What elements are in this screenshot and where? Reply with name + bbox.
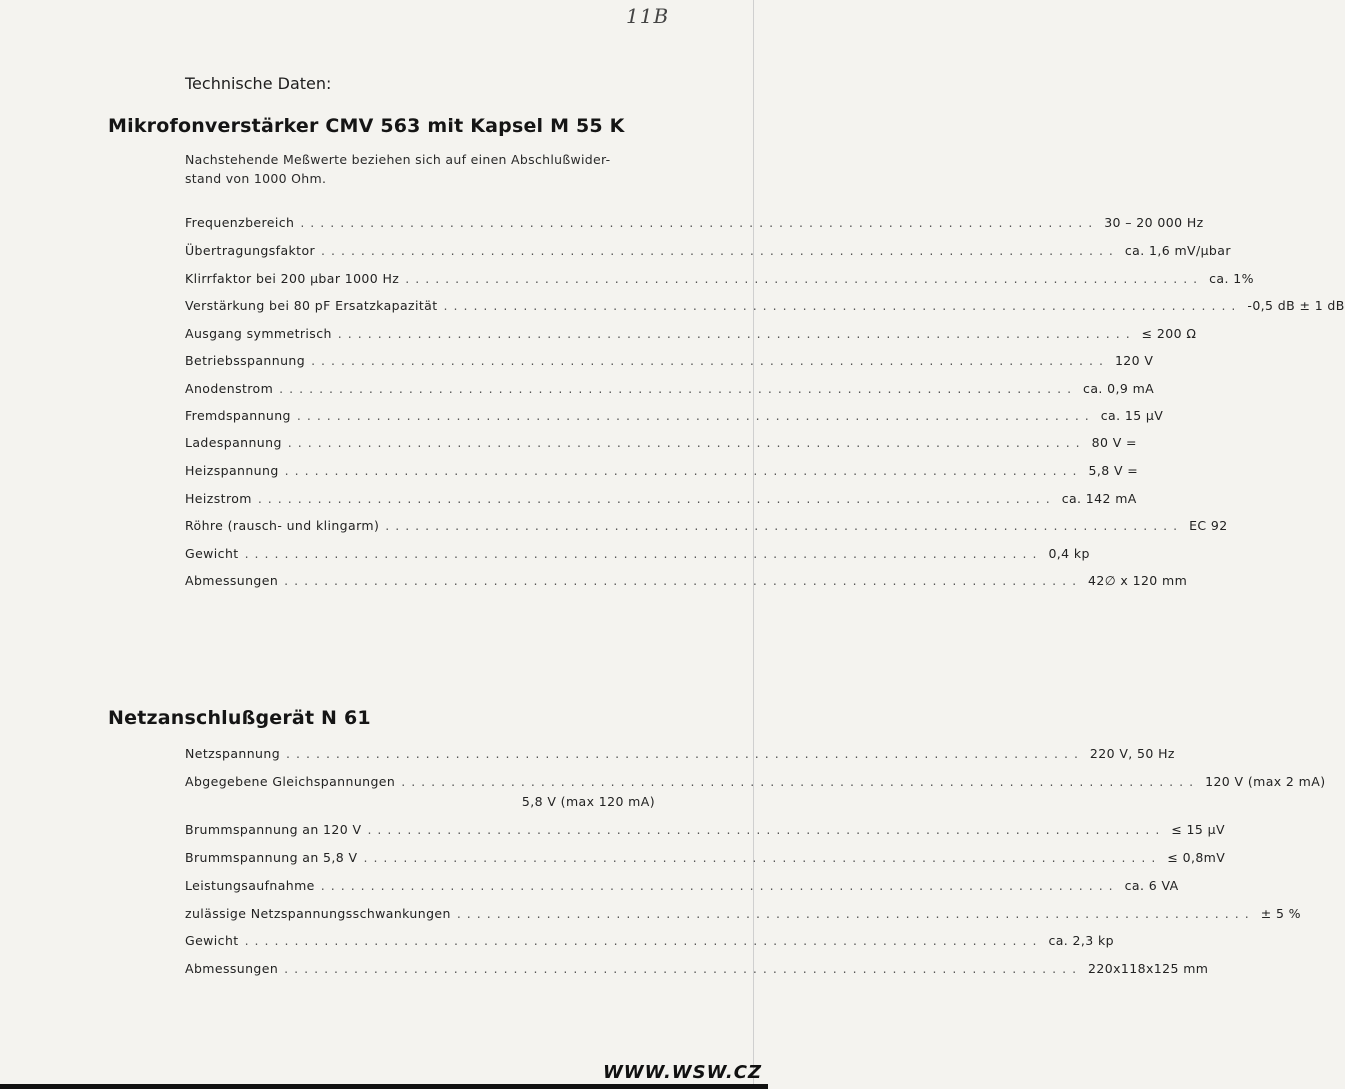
- dot-leader: ................................................................................: [405, 271, 1204, 286]
- page-edge-line: [753, 0, 754, 1089]
- spec-label: Brummspannung an 5,8 V: [185, 850, 358, 865]
- spec-label: zulässige Netzspannungsschwankungen: [185, 906, 451, 921]
- spec-value: EC 92: [1189, 518, 1228, 533]
- spec-row: [185, 403, 1164, 423]
- dot-leader: ................................................................................: [284, 573, 1083, 588]
- intro-line-2: stand von 1000 Ohm.: [185, 171, 327, 186]
- spec-row: [185, 321, 1197, 341]
- spec-value: ca. 2,3 kp: [1048, 933, 1114, 948]
- spec-row: [185, 266, 1254, 286]
- spec-row: [185, 769, 1326, 789]
- dot-leader: ................................................................................: [287, 435, 1086, 450]
- dot-leader: ................................................................................: [385, 518, 1184, 533]
- spec-label: Klirrfaktor bei 200 µbar 1000 Hz: [185, 271, 400, 286]
- dot-leader: ................................................................................: [320, 878, 1119, 893]
- spec-row: [185, 741, 1175, 761]
- intro-line-1: Nachstehende Meßwerte beziehen sich auf einen Abschlußwider-: [185, 152, 611, 167]
- spec-label: Gewicht: [185, 933, 239, 948]
- website-footer: WWW.WSW.CZ: [602, 1062, 762, 1083]
- spec-label: Frequenzbereich: [185, 215, 295, 230]
- spec-row: [185, 238, 1231, 258]
- spec-value: 80 V =: [1091, 435, 1137, 450]
- spec-label: Abmessungen: [185, 961, 279, 976]
- spec-value: ≤ 0,8mV: [1167, 850, 1226, 865]
- spec-label: Ladespannung: [185, 435, 282, 450]
- spec-row: [185, 845, 1226, 865]
- page-heading: Technische Daten:: [185, 74, 332, 93]
- spec-value: 0,4 kp: [1048, 546, 1090, 561]
- spec-row: [185, 817, 1225, 837]
- spec-value: ≤ 200 Ω: [1141, 326, 1197, 341]
- spec-value-extra: 5,8 V (max 120 mA): [521, 794, 655, 809]
- spec-value: ca. 0,9 mA: [1083, 381, 1155, 396]
- spec-label: Fremdspannung: [185, 408, 291, 423]
- dot-leader: ................................................................................: [284, 961, 1083, 976]
- spec-label: Heizspannung: [185, 463, 279, 478]
- dot-leader: ................................................................................: [286, 746, 1084, 761]
- spec-value: ca. 142 mA: [1061, 491, 1137, 506]
- spec-value: 120 V: [1114, 353, 1154, 368]
- spec-row: [185, 376, 1155, 396]
- spec-value: 42∅ x 120 mm: [1088, 573, 1188, 588]
- spec-label: Betriebsspannung: [185, 353, 306, 368]
- spec-value: ca. 6 VA: [1124, 878, 1179, 893]
- section1-title: Mikrofonverstärker CMV 563 mit Kapsel M 55 K: [108, 115, 625, 137]
- dot-leader: ................................................................................: [257, 491, 1056, 506]
- spec-row: [185, 486, 1137, 506]
- spec-row: [185, 901, 1301, 921]
- spec-value: 30 – 20 000 Hz: [1104, 215, 1204, 230]
- spec-label: Verstärkung bei 80 pF Ersatzkapazität: [185, 298, 438, 313]
- dot-leader: ................................................................................: [367, 822, 1166, 837]
- dot-leader: ................................................................................: [244, 546, 1043, 561]
- spec-label: Netzspannung: [185, 746, 281, 761]
- spec-row: [185, 430, 1137, 450]
- spec-row: [185, 568, 1188, 588]
- spec-row: [185, 541, 1090, 561]
- dot-leader: ................................................................................: [300, 215, 1099, 230]
- dot-leader: ................................................................................: [363, 850, 1162, 865]
- spec-label: Brummspannung an 120 V: [185, 822, 362, 837]
- dot-leader: ................................................................................: [456, 906, 1255, 921]
- spec-label: Heizstrom: [185, 491, 252, 506]
- spec-row: [185, 928, 1114, 948]
- page-number: 11B: [626, 4, 670, 28]
- dot-leader: ................................................................................: [321, 243, 1119, 258]
- spec-row: [185, 873, 1179, 893]
- dot-leader: ................................................................................: [284, 463, 1083, 478]
- dot-leader: ................................................................................: [296, 408, 1095, 423]
- spec-value: ± 5 %: [1260, 906, 1301, 921]
- spec-value: 220 V, 50 Hz: [1089, 746, 1175, 761]
- bottom-border: [0, 1084, 768, 1089]
- spec-value: ca. 1%: [1209, 271, 1254, 286]
- spec-value: ≤ 15 µV: [1171, 822, 1225, 837]
- spec-row: [185, 210, 1204, 230]
- spec-value: 5,8 V =: [1088, 463, 1139, 478]
- spec-value: ca. 1,6 mV/µbar: [1124, 243, 1231, 258]
- spec-label: Anodenstrom: [185, 381, 274, 396]
- spec-row: [185, 293, 1345, 313]
- dot-leader: ................................................................................: [401, 774, 1200, 789]
- dot-leader: ................................................................................: [337, 326, 1136, 341]
- spec-row: [185, 513, 1228, 533]
- spec-label: Röhre (rausch- und klingarm): [185, 518, 380, 533]
- spec-value: ca. 15 µV: [1100, 408, 1164, 423]
- dot-leader: ................................................................................: [311, 353, 1109, 368]
- spec-row: [185, 348, 1154, 368]
- section1-intro: [185, 150, 610, 188]
- spec-label: Abmessungen: [185, 573, 279, 588]
- spec-label: Übertragungsfaktor: [185, 243, 316, 258]
- spec-label: Abgegebene Gleichspannungen: [185, 774, 396, 789]
- spec-label: Leistungsaufnahme: [185, 878, 315, 893]
- spec-value: 220x118x125 mm: [1088, 961, 1209, 976]
- dot-leader: ................................................................................: [244, 933, 1043, 948]
- spec-label: Ausgang symmetrisch: [185, 326, 332, 341]
- spec-row: [185, 458, 1139, 478]
- spec-value: 120 V (max 2 mA): [1205, 774, 1326, 789]
- dot-leader: ................................................................................: [279, 381, 1078, 396]
- spec-value: -0,5 dB ± 1 dB: [1247, 298, 1345, 313]
- spec-row: [185, 956, 1209, 976]
- spec-label: Gewicht: [185, 546, 239, 561]
- dot-leader: ................................................................................: [443, 298, 1242, 313]
- section2-title: Netzanschlußgerät N 61: [108, 707, 371, 729]
